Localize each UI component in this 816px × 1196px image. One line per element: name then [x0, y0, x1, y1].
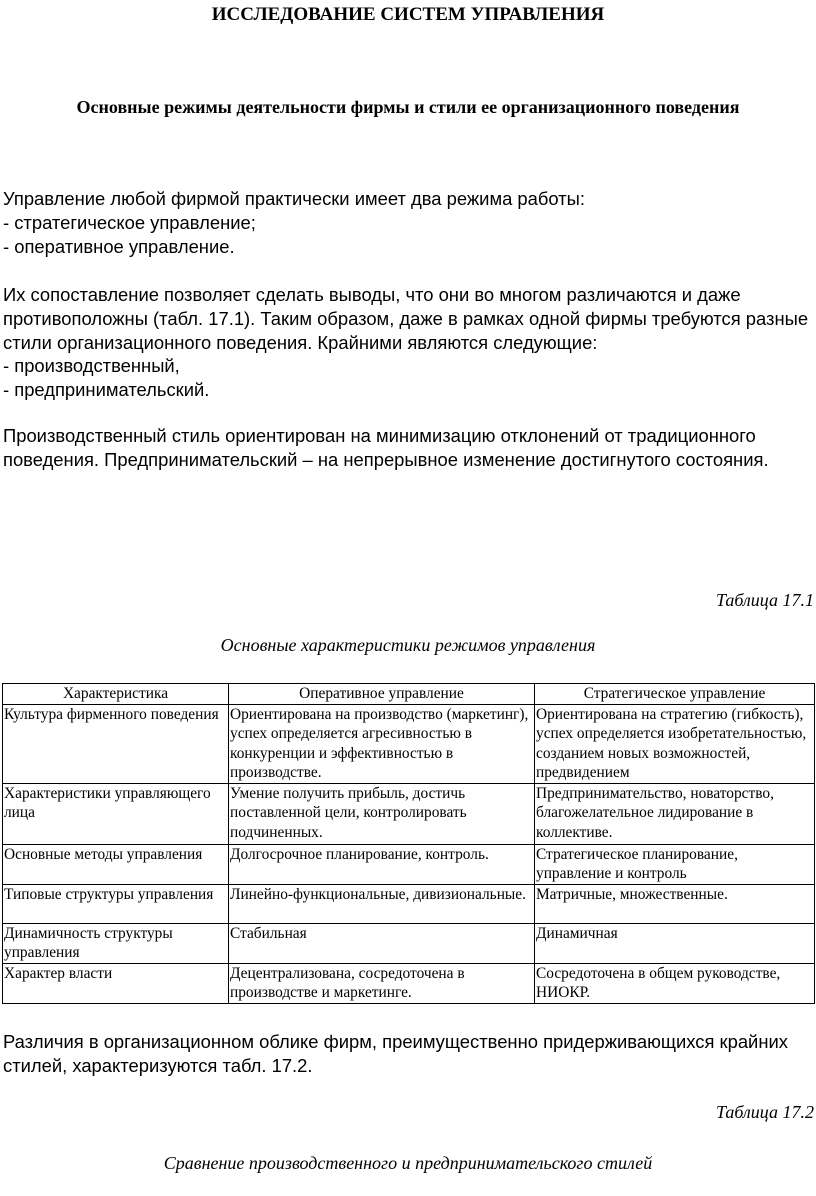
table-number-2: Таблица 17.2 — [715, 1102, 814, 1122]
text-line: Управление любой фирмой практически имеет два режима работы: — [3, 188, 585, 209]
table-row — [3, 923, 815, 963]
table-cell: Линейно-функциональные, дивизиональные. — [229, 884, 535, 923]
list-item: - стратегическое управление; — [3, 211, 256, 233]
paragraph-differences — [3, 1030, 815, 1078]
column-header: Характеристика — [3, 684, 229, 705]
table-cell: Стратегическое планирование, управление и контроль — [535, 844, 815, 884]
table-cell: Характер власти — [3, 963, 229, 1003]
table-caption-2: Сравнение производственного и предпринимательского стилей — [163, 1153, 653, 1173]
table-cell: Сосредоточена в общем руководстве, НИОКР. — [535, 963, 815, 1003]
table-row — [3, 783, 815, 844]
text-line: стилей, характеризуются табл. 17.2. — [3, 1054, 313, 1076]
table-cell: Типовые структуры управления — [3, 884, 229, 923]
paragraph-styles — [3, 424, 815, 472]
paragraph-comparison — [3, 283, 815, 402]
table-cell: Основные методы управления — [3, 844, 229, 884]
table-cell: Предпринимательство, новаторство, благожелательное лидирование в коллективе. — [535, 783, 815, 844]
table-row — [3, 963, 815, 1003]
table-caption: Основные характеристики режимов управления — [220, 635, 596, 655]
table-cell: Стабильная — [229, 923, 535, 963]
table-cell: Децентрализована, сосредоточена в производстве и маркетинге. — [229, 963, 535, 1003]
list-item: - предпринимательский. — [3, 379, 210, 401]
table-cell: Характеристики управляющего лица — [3, 783, 229, 844]
text-line: поведения. Предпринимательский – на непрерывное изменение достигнутого состояния. — [3, 448, 769, 470]
column-header: Стратегическое управление — [535, 684, 815, 705]
document-title: ИССЛЕДОВАНИЕ СИСТЕМ УПРАВЛЕНИЯ — [211, 4, 605, 25]
table-cell: Долгосрочное планирование, контроль. — [229, 844, 535, 884]
text-line: Различия в организационном облике фирм, преимущественно придерживающихся крайних — [3, 1031, 788, 1052]
table-number: Таблица 17.1 — [715, 590, 814, 610]
table-row — [3, 844, 815, 884]
paragraph-modes — [3, 187, 815, 258]
table-cell: Динамичность структуры управления — [3, 923, 229, 963]
characteristics-table — [2, 683, 815, 1004]
section-subtitle: Основные режимы деятельности фирмы и стили ее организационного поведения — [76, 97, 740, 117]
table-row — [3, 884, 815, 923]
table-cell: Ориентирована на производство (маркетинг), успех определяется агресивностью в конкуренции и эффективностью в производстве. — [229, 704, 535, 783]
list-item: - оперативное управление. — [3, 235, 235, 257]
table-cell: Культура фирменного поведения — [3, 704, 229, 783]
text-line: противоположны (табл. 17.1). Таким образом, даже в рамках одной фирмы требуются разные — [3, 307, 809, 329]
text-line: стили организационного поведения. Крайними являются следующие: — [3, 331, 598, 353]
list-item: - производственный, — [3, 355, 180, 377]
table-header-row — [3, 684, 815, 705]
table-cell: Ориентирована на стратегию (гибкость), успех определяется изобретательностью, созданием новых возможностей, предвидением — [535, 704, 815, 783]
column-header: Оперативное управление — [229, 684, 535, 705]
table-cell: Умение получить прибыль, достичь поставленной цели, контролировать подчиненных. — [229, 783, 535, 844]
table-cell: Матричные, множественные. — [535, 884, 815, 923]
text-line: Производственный стиль ориентирован на минимизацию отклонений от традиционного — [3, 425, 756, 446]
text-line: Их сопоставление позволяет сделать выводы, что они во многом различаются и даже — [3, 284, 741, 305]
table-cell: Динамичная — [535, 923, 815, 963]
table-row — [3, 704, 815, 783]
